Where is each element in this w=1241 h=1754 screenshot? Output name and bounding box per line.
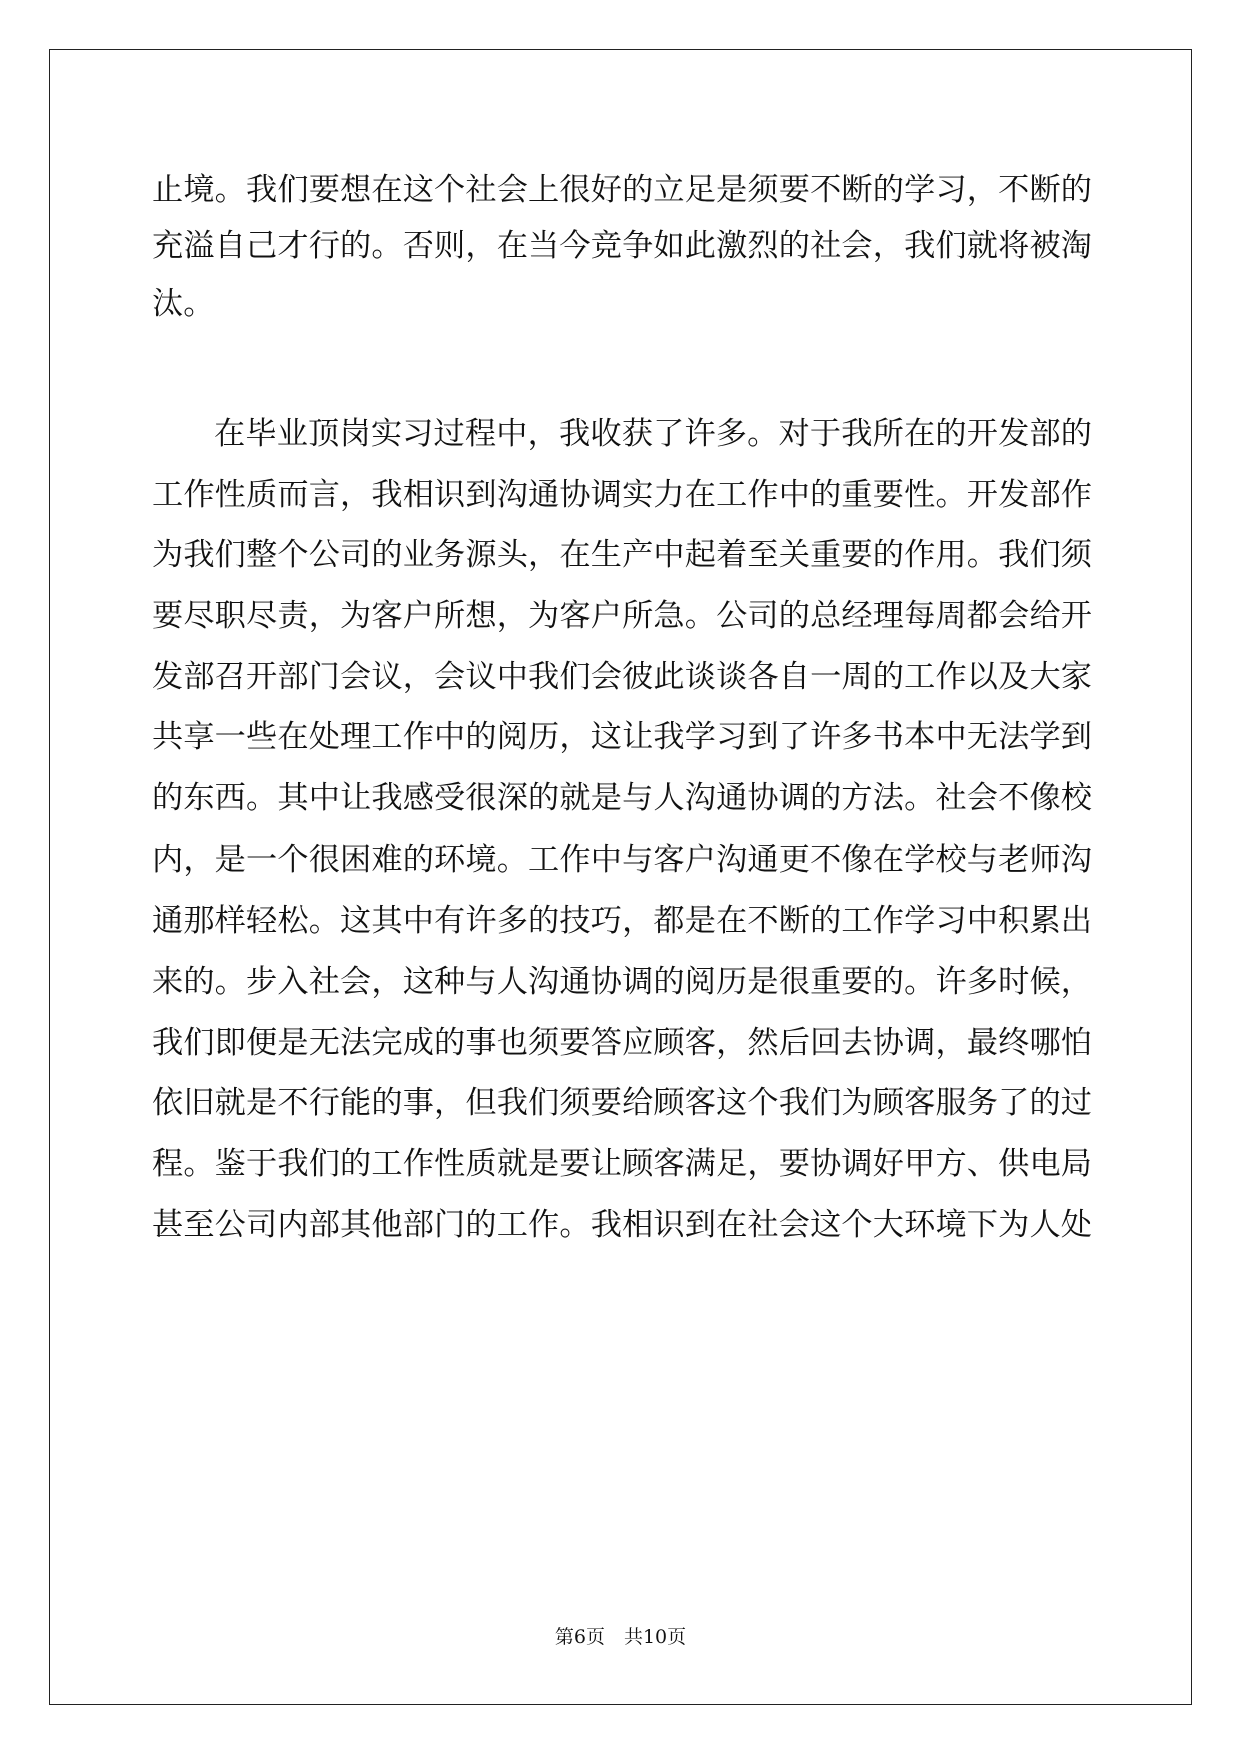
text-line: 为我们整个公司的业务源头，在生产中起着至关重要的作用。我们须 bbox=[152, 537, 1092, 573]
text-line: 在毕业顶岗实习过程中，我收获了许多。对于我所在的开发部的 bbox=[214, 416, 1092, 452]
text-line: 我们即便是无法完成的事也须要答应顾客，然后回去协调，最终哪怕 bbox=[152, 1025, 1092, 1061]
text-line: 共享一些在处理工作中的阅历，这让我学习到了许多书本中无法学到 bbox=[152, 719, 1092, 755]
text-line: 来的。步入社会，这种与人沟通协调的阅历是很重要的。许多时候， bbox=[152, 964, 1092, 1000]
text-line: 的东西。其中让我感受很深的就是与人沟通协调的方法。社会不像校 bbox=[152, 780, 1092, 816]
text-line: 甚至公司内部其他部门的工作。我相识到在社会这个大环境下为人处 bbox=[152, 1207, 1092, 1243]
text-line: 发部召开部门会议，会议中我们会彼此谈谈各自一周的工作以及大家 bbox=[152, 659, 1092, 695]
text-line: 内，是一个很困难的环境。工作中与客户沟通更不像在学校与老师沟 bbox=[152, 842, 1092, 878]
text-line: 充溢自己才行的。否则，在当今竞争如此激烈的社会，我们就将被淘 bbox=[152, 228, 1092, 264]
text-line: 程。鉴于我们的工作性质就是要让顾客满足，要协调好甲方、供电局 bbox=[152, 1146, 1092, 1182]
text-line: 止境。我们要想在这个社会上很好的立足是须要不断的学习，不断的 bbox=[152, 172, 1092, 208]
text-line: 工作性质而言，我相识到沟通协调实力在工作中的重要性。开发部作 bbox=[152, 477, 1092, 513]
page-number: 第6页 共10页 bbox=[554, 1626, 687, 1648]
text-line: 通那样轻松。这其中有许多的技巧，都是在不断的工作学习中积累出 bbox=[152, 903, 1092, 939]
text-line: 依旧就是不行能的事，但我们须要给顾客这个我们为顾客服务了的过 bbox=[152, 1085, 1092, 1121]
page-footer bbox=[0, 1625, 1241, 1649]
text-line: 汰。 bbox=[152, 286, 215, 322]
text-line: 要尽职尽责，为客户所想，为客户所急。公司的总经理每周都会给开 bbox=[152, 598, 1092, 634]
